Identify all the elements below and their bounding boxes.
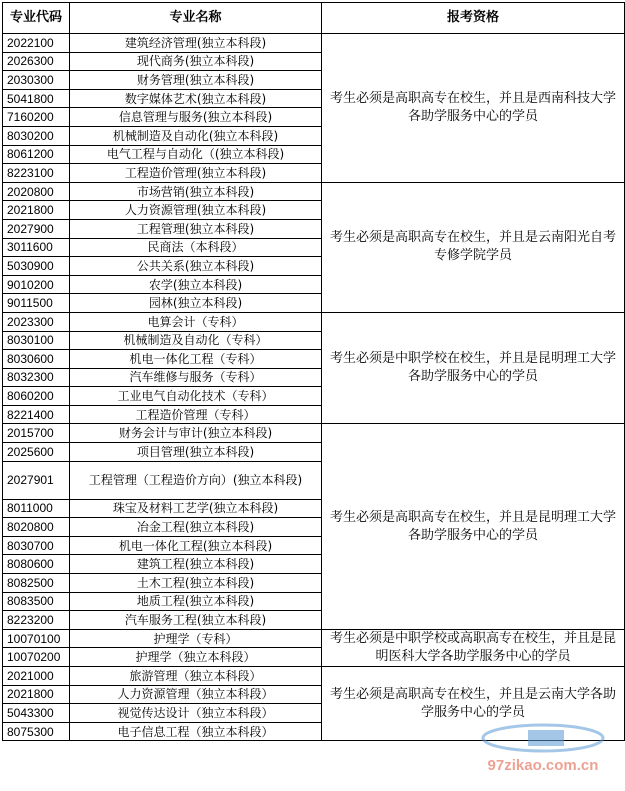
major-code: 3011600 <box>3 238 70 257</box>
major-code: 2026300 <box>3 52 70 71</box>
major-name: 数字媒体艺术(独立本科段) <box>70 89 322 108</box>
major-code: 5043300 <box>3 704 70 723</box>
table-row <box>3 34 625 53</box>
major-name: 地质工程(独立本科段) <box>70 592 322 611</box>
major-name: 工程管理(独立本科段) <box>70 219 322 238</box>
requirement-cell: 考生必须是高职高专在校生，并且是云南大学各助学服务中心的学员 <box>322 667 625 741</box>
major-code: 2015700 <box>3 424 70 443</box>
major-name: 汽车维修与服务（专科） <box>70 368 322 387</box>
major-code: 2020800 <box>3 182 70 201</box>
major-name: 汽车服务工程(独立本科段) <box>70 611 322 630</box>
major-code: 8223200 <box>3 611 70 630</box>
major-name: 机电一体化工程（专科） <box>70 350 322 369</box>
requirement-cell: 考生必须是中职学校或高职高专在校生，并且是昆明医科大学各助学服务中心的学员 <box>322 629 625 666</box>
major-code: 2021800 <box>3 685 70 704</box>
major-code: 8030100 <box>3 331 70 350</box>
major-name: 工程管理（工程造价方向）(独立本科段) <box>70 461 322 499</box>
major-code: 8032300 <box>3 368 70 387</box>
requirement-cell: 考生必须是高职高专在校生，并且是西南科技大学各助学服务中心的学员 <box>322 34 625 183</box>
major-name: 冶金工程(独立本科段) <box>70 518 322 537</box>
major-code: 8030600 <box>3 350 70 369</box>
major-code: 8060200 <box>3 387 70 406</box>
major-name: 园林(独立本科段) <box>70 294 322 313</box>
major-code: 5030900 <box>3 257 70 276</box>
major-name: 市场营销(独立本科段) <box>70 182 322 201</box>
major-code: 9010200 <box>3 275 70 294</box>
major-name: 工业电气自动化技术（专科） <box>70 387 322 406</box>
major-code: 8083500 <box>3 592 70 611</box>
requirement-cell: 考生必须是高职高专在校生，并且是云南阳光自考专修学院学员 <box>322 182 625 312</box>
table-row <box>3 424 625 443</box>
major-code: 2025600 <box>3 443 70 462</box>
major-code: 8020800 <box>3 518 70 537</box>
major-name: 护理学（专科） <box>70 629 322 648</box>
major-name: 民商法（本科段） <box>70 238 322 257</box>
table-row <box>3 629 625 648</box>
major-name: 财务管理(独立本科段) <box>70 71 322 90</box>
major-name: 现代商务(独立本科段) <box>70 52 322 71</box>
major-code: 2027900 <box>3 219 70 238</box>
header-code: 专业代码 <box>3 3 70 34</box>
major-code: 10070100 <box>3 629 70 648</box>
major-name: 电算会计（专科） <box>70 312 322 331</box>
major-name: 旅游管理（独立本科段） <box>70 667 322 686</box>
major-code: 8082500 <box>3 574 70 593</box>
major-name: 机械制造及自动化(独立本科段) <box>70 126 322 145</box>
major-code: 8061200 <box>3 145 70 164</box>
table-body <box>3 34 625 741</box>
major-name: 护理学（独立本科段） <box>70 648 322 667</box>
major-qualification-table <box>2 2 625 741</box>
major-name: 电子信息工程（独立本科段） <box>70 722 322 741</box>
major-name: 财务会计与审计(独立本科段) <box>70 424 322 443</box>
table-row <box>3 182 625 201</box>
major-name: 珠宝及材料工艺学(独立本科段) <box>70 499 322 518</box>
table-header-row <box>3 3 625 34</box>
major-name: 工程造价管理（专科） <box>70 405 322 424</box>
major-code: 5041800 <box>3 89 70 108</box>
major-code: 2027901 <box>3 461 70 499</box>
major-code: 8030200 <box>3 126 70 145</box>
major-code: 8221400 <box>3 405 70 424</box>
major-name: 人力资源管理（独立本科段） <box>70 685 322 704</box>
major-name: 电气工程与自动化（(独立本科段) <box>70 145 322 164</box>
major-name: 人力资源管理(独立本科段) <box>70 201 322 220</box>
major-code: 9011500 <box>3 294 70 313</box>
major-code: 2021800 <box>3 201 70 220</box>
major-name: 公共关系(独立本科段) <box>70 257 322 276</box>
major-code: 8080600 <box>3 555 70 574</box>
requirement-cell: 考生必须是中职学校在校生，并且是昆明理工大学各助学服务中心的学员 <box>322 312 625 424</box>
major-code: 2022100 <box>3 34 70 53</box>
major-code: 7160200 <box>3 108 70 127</box>
header-name: 专业名称 <box>70 3 322 34</box>
major-code: 8075300 <box>3 722 70 741</box>
major-code: 2030300 <box>3 71 70 90</box>
table-row <box>3 667 625 686</box>
major-name: 工程造价管理(独立本科段) <box>70 164 322 183</box>
major-code: 2021000 <box>3 667 70 686</box>
major-name: 建筑经济管理(独立本科段) <box>70 34 322 53</box>
table-row <box>3 312 625 331</box>
major-code: 2023300 <box>3 312 70 331</box>
requirement-cell: 考生必须是高职高专在校生，并且是昆明理工大学各助学服务中心的学员 <box>322 424 625 629</box>
major-name: 信息管理与服务(独立本科段) <box>70 108 322 127</box>
major-name: 农学(独立本科段) <box>70 275 322 294</box>
major-name: 土木工程(独立本科段) <box>70 574 322 593</box>
watermark-text: 97zikao.com.cn <box>487 757 599 774</box>
major-name: 建筑工程(独立本科段) <box>70 555 322 574</box>
major-code: 10070200 <box>3 648 70 667</box>
major-name: 视觉传达设计（独立本科段） <box>70 704 322 723</box>
major-name: 项目管理(独立本科段) <box>70 443 322 462</box>
major-code: 8223100 <box>3 164 70 183</box>
major-code: 8030700 <box>3 536 70 555</box>
major-name: 机械制造及自动化（专科） <box>70 331 322 350</box>
major-name: 机电一体化工程(独立本科段) <box>70 536 322 555</box>
header-requirement: 报考资格 <box>322 3 625 34</box>
major-code: 8011000 <box>3 499 70 518</box>
